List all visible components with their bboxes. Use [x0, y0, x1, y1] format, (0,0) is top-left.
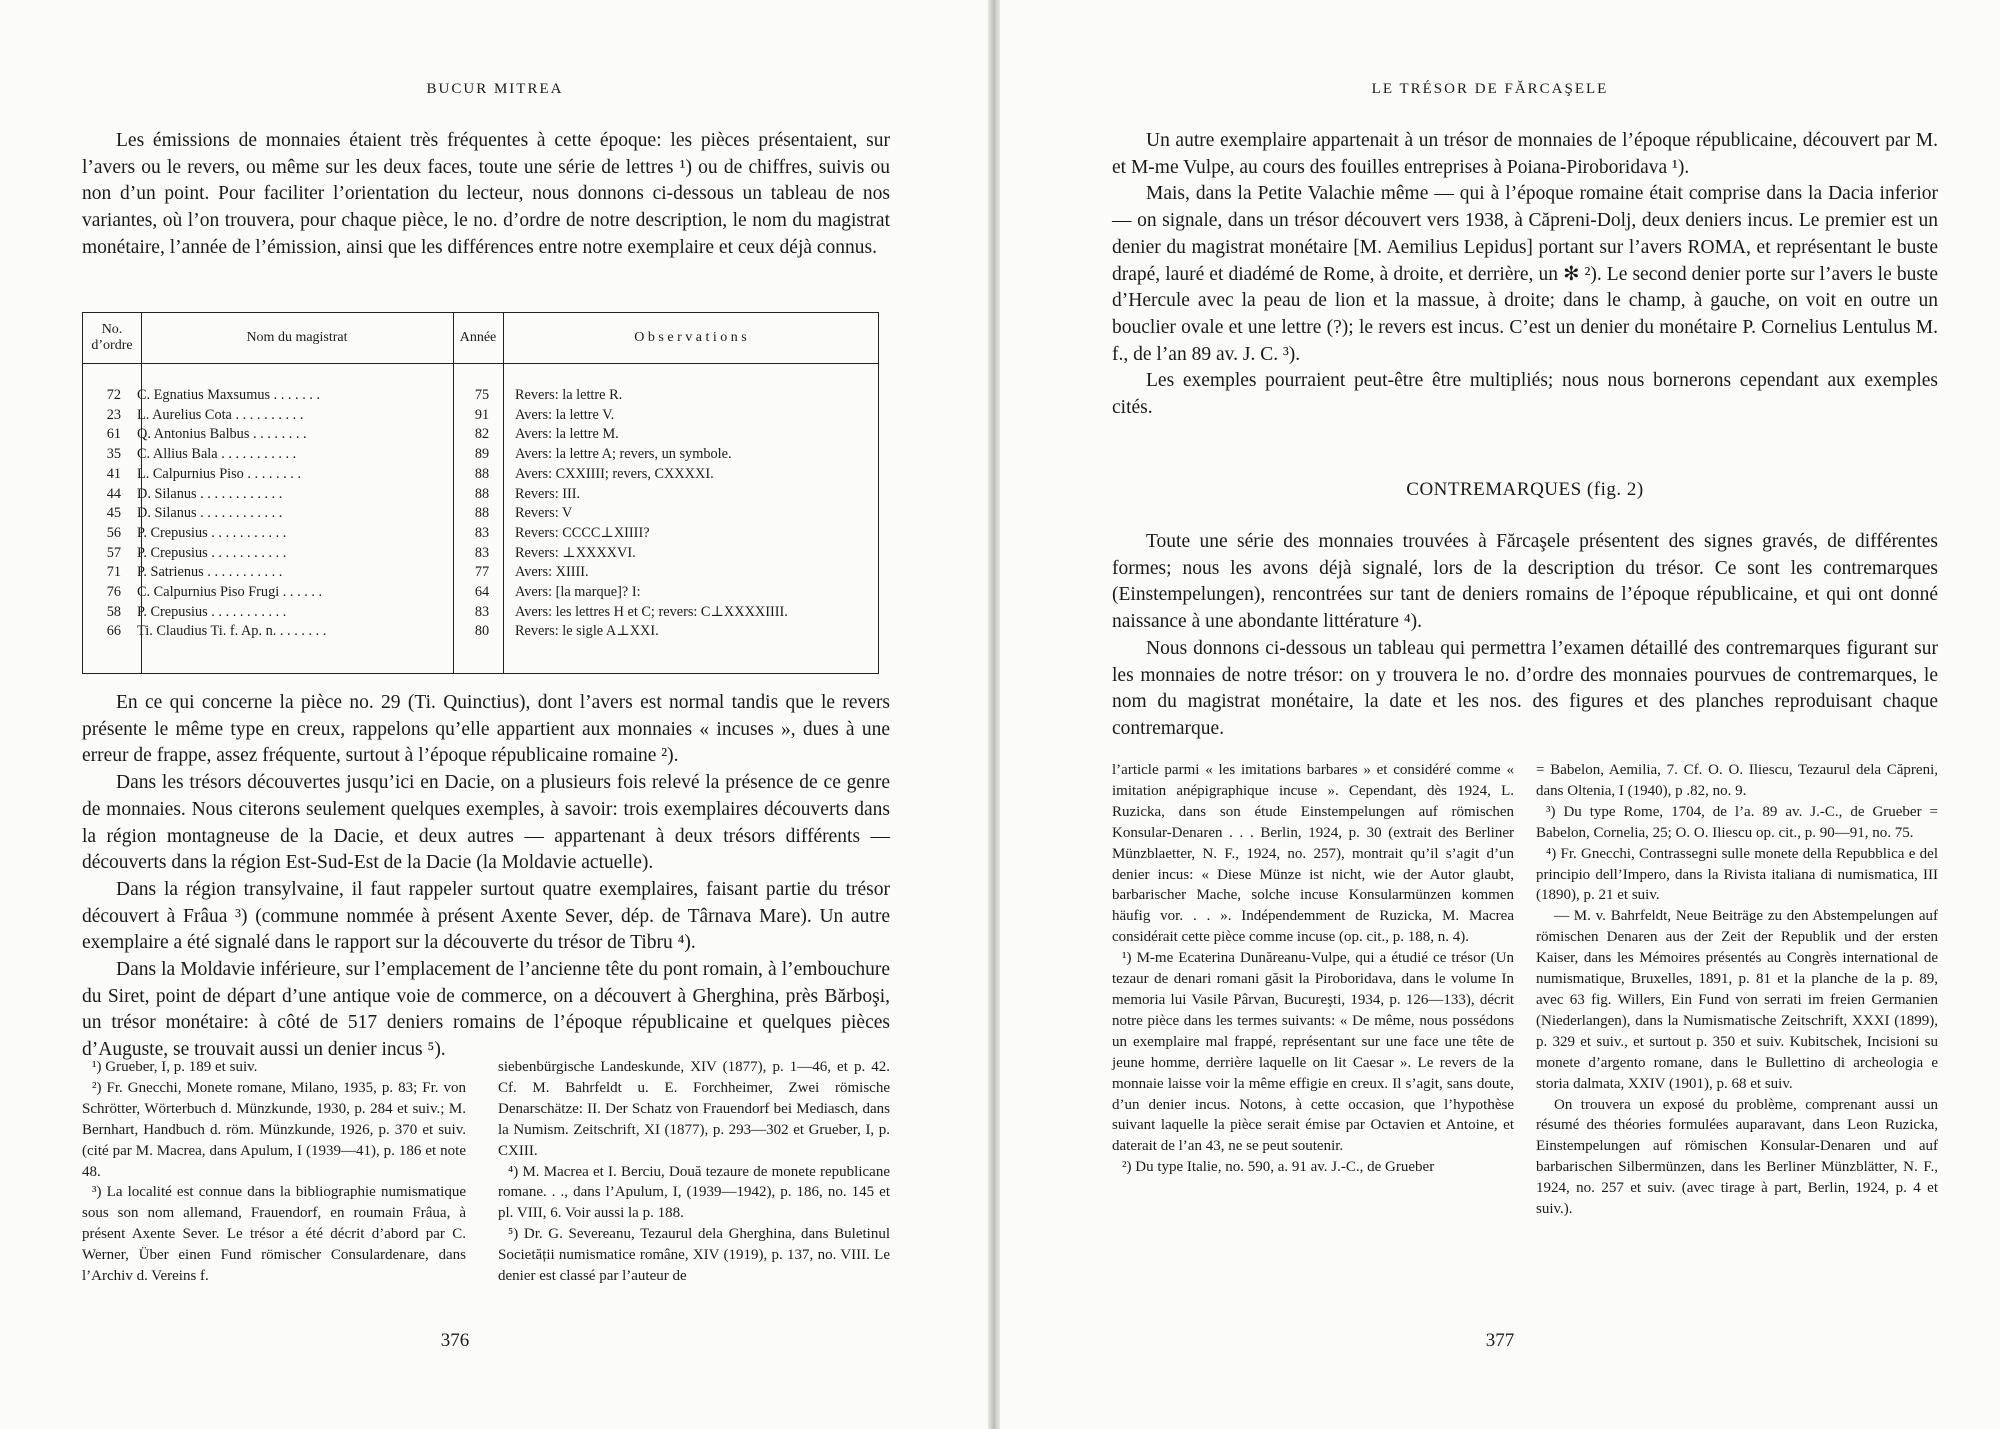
cell-observation: Revers: ⊥XXXXVI.: [515, 544, 636, 561]
footnotes-column: [498, 1057, 890, 1287]
page-number: 376: [440, 1330, 470, 1351]
cell-no: 61: [106, 426, 121, 443]
cell-observation: Revers: CCCC⊥XIIII?: [515, 524, 650, 541]
cell-no: 41: [106, 465, 121, 482]
cell-nom: P. Crepusius . . . . . . . . . . .: [137, 603, 287, 620]
footnote: — M. v. Bahrfeldt, Neue Beiträge zu den Abstempelungen auf römischen Denaren aus der Zeit der Republik und der ersten Kaiser, dans les Mémoires présentés au Congrès international de numismatique, Bruxelles, 1891, p. 81 et la planche de la p. 89, avec 63 fig. Willers, Ein Fund von serrati im freien Germanien (Niederlangen), dans la Numismatische Zeitschrift, XXXI (1899), p. 329 et suiv., et surtout p. 350 et suiv. Kubitschek, Incisioni su monete d’argento romane, dans le Bullettino di archeologia e storia dalmata, XXIV (1901), p. 68 et suiv.: [1536, 908, 1938, 1092]
cell-nom: Ti. Claudius Ti. f. Ap. n. . . . . . . .: [137, 623, 327, 640]
cell-nom: C. Allius Bala . . . . . . . . . . .: [137, 446, 297, 463]
table-row: [83, 544, 878, 564]
cell-nom: L. Aurelius Cota . . . . . . . . . .: [137, 406, 304, 423]
page-number: 377: [1485, 1330, 1515, 1351]
cell-no: 71: [106, 564, 121, 581]
cell-observation: Avers: CXXIIII; revers, CXXXXI.: [515, 465, 714, 482]
header-observations: O b s e r v a t i o n s: [634, 330, 747, 345]
cell-no: 66: [106, 623, 121, 640]
cell-no: 35: [106, 446, 121, 463]
cell-annee: 91: [474, 406, 490, 423]
table-body: [83, 386, 878, 673]
left-page: [0, 0, 990, 1429]
cell-annee: 83: [474, 544, 490, 561]
footnote: ²) Du type Italie, no. 590, a. 91 av. J.-C., de Grueber: [1122, 1159, 1435, 1176]
cell-no: 56: [106, 524, 121, 541]
paragraph: Nous donnons ci-dessous un tableau qui permettra l’examen détaillé des contremarques figurant sur les monnaies de notre trésor: on y trouvera le no. d’ordre des monnaies pourvues de contremarques, le nom du magistrat monétaire, la date et les nos. des figures et des planches reproduisant chaque contremarque.: [1112, 637, 1938, 739]
cell-nom: D. Silanus . . . . . . . . . . . .: [137, 505, 283, 522]
cell-annee: 88: [474, 485, 490, 502]
cell-annee: 89: [474, 446, 490, 463]
paragraph: Les exemples pourraient peut-être être multipliés; nous nous bornerons cependant aux exemples cités.: [1112, 370, 1938, 419]
table-row: [83, 583, 878, 603]
footnote: l’article parmi « les imitations barbares » et considéré comme « imitation anépigraphique incuse ». Cependant, dès 1924, L. Ruzicka, dans son étude Einstempelungen auf römischen Konsular-Denaren . . . Berlin, 1924, p. 30 (extrait des Berliner Münzblaetter, N. F., 1924, no. 257), montrait qu’il s’agit d’un denier incus: « Diese Münze ist nicht, wie der Autor glaubt, barbarischer Mache, solche incuse Konsularmünzen kommen häufig vor. . . ». Indépendemment de Ruzicka, M. Macrea considérait cette pièce comme incuse (op. cit., p. 188, n. 4).: [1112, 762, 1514, 946]
cell-annee: 64: [474, 584, 490, 600]
section-heading: CONTREMARQUES (fig. 2): [1406, 479, 1644, 500]
footnote: ³) La localité est connue dans la bibliographie numismatique sous son nom allemand, Frauendorf, en roumain Frâua, à présent Axente Sever. Le trésor a été décrit d’abord par C. Werner, Über einen Fund römischer Consulardenare, dans l’Archiv d. Vereins f.: [82, 1184, 466, 1285]
paragraph: Dans la région transylvaine, il faut rappeler surtout quatre exemplaires, faisant partie du trésor découvert à Frâua ³) (commune nommée à présent Axente Sever, dép. de Târnava Mare). Un autre exemplaire a été signalé dans le rapport sur la découverte du trésor de Tibru ⁴).: [82, 878, 890, 954]
cell-annee: 82: [474, 426, 490, 443]
table-row: [83, 603, 878, 623]
header-no: No. d’ordre: [91, 322, 133, 353]
paragraph: Toute une série des monnaies trouvées à Fărcaşele présentent des signes gravés, de différentes formes; nous les avons déjà signalé, lors de la description du trésor. Ce sont les contremarques (Einstempelungen), rencontrées sur tant de deniers romains de l’époque républicaine, et qui ont donné naissance à une abondante littérature ⁴).: [1112, 531, 1938, 633]
cell-nom: L. Calpurnius Piso . . . . . . . .: [137, 465, 302, 482]
running-header: LE TRÉSOR DE FĂRCAŞELE: [1371, 81, 1609, 97]
paragraph: Les émissions de monnaies étaient très fréquentes à cette époque: les pièces présentaient, sur l’avers ou le revers, ou même sur les deux faces, toute une série de lettres ¹) ou de chiffres, suivis ou non d’un point. Pour faciliter l’orientation du lecteur, nous donnons ci-dessous un tableau de nos variantes, où l’on trouvera, pour chaque pièce, le no. d’ordre de notre description, le nom du magistrat monétaire, l’année de l’émission, ainsi que les différences entre notre exemplaire et ceux déjà connus.: [82, 130, 890, 258]
paragraph: Dans la Moldavie inférieure, sur l’emplacement de l’ancienne tête du pont romain, à l’embouchure du Siret, point de départ d’une antique voie de commerce, on a découvert à Gherghina, près Bărboşi, un trésor monétaire: à côté de 517 deniers romains de l’époque républicaine et quelques pièces d’Auguste, se trouvait aussi un denier incus ⁵).: [82, 959, 890, 1061]
table-row: [83, 563, 878, 583]
footnote: ²) Fr. Gnecchi, Monete romane, Milano, 1935, p. 83; Fr. von Schrötter, Wörterbuch d. Münzkunde, 1930, p. 284 et suiv.; M. Bernhart, Handbuch d. röm. Münzkunde, 1926, p. 370 et suiv. (cité par M. Macrea, dans Apulum, I (1939—41), p. 186 et note 48.: [82, 1079, 466, 1180]
body-text: [1112, 128, 1938, 422]
cell-nom: D. Silanus . . . . . . . . . . . .: [137, 485, 283, 502]
header-annee: Année: [459, 330, 497, 345]
footnote: ⁴) M. Macrea et I. Berciu, Două tezaure de monete republicane romane. . ., dans l’Apulum, I, (1939—1942), p. 186, no. 145 et pl. VIII, 6. Voir aussi la p. 188.: [498, 1163, 890, 1222]
intro-paragraph: [82, 128, 890, 262]
table-row: [83, 465, 878, 485]
cell-nom: P. Crepusius . . . . . . . . . . .: [137, 544, 287, 561]
table-row: [83, 445, 878, 465]
cell-observation: Avers: la lettre V.: [515, 406, 615, 423]
cell-nom: Q. Antonius Balbus . . . . . . . .: [137, 426, 307, 443]
footnote: ¹) Grueber, I, p. 189 et suiv.: [92, 1059, 258, 1075]
footnote: On trouvera un exposé du problème, comprenant aussi un résumé des théories formulées auparavant, dans Leon Ruzicka, Einstempelungen auf römischen Konsular-Denaren und auf barbarischen Silbermünzen, dans les Berliner Münzblätter, N. F., 1924, no. 257 et suiv. (avec tirage à part, Berlin, 1924, p. 4 et suiv.).: [1536, 1096, 1938, 1218]
cell-nom: C. Calpurnius Piso Frugi . . . . . .: [137, 584, 323, 600]
magistrates-table: [82, 312, 879, 674]
cell-annee: 88: [474, 465, 490, 482]
paragraph: Mais, dans la Petite Valachie même — qui à l’époque romaine était comprise dans la Dacia inferior — on signale, dans un trésor découvert vers 1938, à Căpreni-Dolj, deux deniers incus. Le premier est un denier du magistrat monétaire [M. Aemilius Lepidus] portant sur l’avers ROMA, et représentant le buste drapé, lauré et diadémé de Rome, à droite, et derrière, un ✻ ²). Le second denier porte sur l’avers le buste d’Hercule avec la peau de lion et la massue, à droite; dans le champ, à gauche, on voit en outre un bouclier ovale et une lettre (?); le revers est incus. C’est un denier du monétaire P. Cornelius Lentulus M. f., de l’an 89 av. J. C. ³).: [1112, 183, 1938, 365]
cell-no: 44: [106, 485, 121, 502]
cell-observation: Avers: les lettres H et C; revers: C⊥XXXXIIII.: [515, 603, 788, 620]
cell-annee: 75: [474, 387, 490, 403]
footnote: ⁵) Dr. G. Severeanu, Tezaurul dela Gherghina, dans Buletinul Societății numismatice române, XIV (1919), p. 137, no. VIII. Le denier est classé par l’auteur de: [498, 1226, 890, 1285]
table-row: [83, 425, 878, 445]
header-nom: Nom du magistrat: [246, 330, 348, 345]
cell-annee: 83: [474, 603, 490, 620]
cell-annee: 83: [474, 524, 490, 541]
body-text: [1112, 529, 1938, 743]
cell-annee: 88: [474, 505, 490, 522]
footnote: ⁴) Fr. Gnecchi, Contrassegni sulle monete della Repubblica e del principio dell’Impero, dans la Rivista italiana di numismatica, III (1890), p. 21 et suiv.: [1536, 845, 1938, 904]
footnotes: [82, 1057, 890, 1287]
cell-observation: Revers: III.: [515, 485, 581, 502]
cell-observation: Avers: la lettre M.: [515, 426, 619, 443]
footnote: ¹) M-me Ecaterina Dunăreanu-Vulpe, qui a étudié ce trésor (Un tezaur de denari romani găsit la Piroboridava, dans le volume In memoria lui Vasile Pârvan, Bucureşti, 1934, p. 126—133), décrit notre pièce dans les termes suivants: « De même, nous possédons un exemplaire mal frappé, représentant sur une face une tête de jeune homme, derrière laquelle on lit Caesar ». Le revers de la monnaie laisse voir la même effigie en creux. Il s’agit, sans doute, d’un denier incus. Notons, à cette occasion, que l’hypothèse suivant laquelle la pièce serait émise par Octavien et Antoine, et daterait de l’an 43, ne se peut soutenir.: [1112, 950, 1514, 1155]
paragraph: Un autre exemplaire appartenait à un trésor de monnaies de l’époque républicaine, découvert par M. et M-me Vulpe, au cours des fouilles entreprises à Poiana-Piroboridava ¹).: [1112, 130, 1938, 178]
cell-nom: P. Crepusius . . . . . . . . . . .: [137, 524, 287, 541]
paragraph: En ce qui concerne la pièce no. 29 (Ti. Quinctius), dont l’avers est normal tandis que le revers présente le même type en creux, rappelons qu’elle appartient aux monnaies « incuses », dues à une erreur de frappe, assez fréquente, surtout à l’époque républicaine romaine ²).: [82, 692, 890, 767]
footnote: siebenbürgische Landeskunde, XIV (1877), p. 1—46, et p. 42. Cf. M. Bahrfeldt u. E. Forchheimer, Zwei römische Denarschätze: II. Der Schatz von Frauendorf bei Mediasch, dans la Numism. Zeitschrift, XI (1877), p. 293—302 et Grueber, I, p. CXIII.: [498, 1059, 890, 1159]
cell-observation: Avers: la lettre A; revers, un symbole.: [515, 446, 732, 463]
cell-observation: Avers: XIIII.: [515, 564, 589, 581]
cell-observation: Revers: la lettre R.: [515, 387, 623, 403]
running-header: BUCUR MITREA: [426, 81, 564, 97]
table-row: [83, 485, 878, 505]
cell-nom: C. Egnatius Maxsumus . . . . . . .: [137, 387, 321, 403]
table-row: [83, 504, 878, 524]
right-page: [1000, 0, 2000, 1429]
footnote: = Babelon, Aemilia, 7. Cf. O. O. Iliescu, Tezaurul dela Căpreni, dans Oltenia, I (1940), p .82, no. 9.: [1536, 762, 1938, 799]
cell-no: 45: [106, 505, 121, 522]
paragraph: Dans les trésors découvertes jusqu’ici en Dacie, on a plusieurs fois relevé la présence de ce genre de monnaies. Nous citerons seulement quelques exemples, à savoir: trois exemplaires découverts dans la région montagneuse de la Dacie, et deux autres — appartenant à deux trésors différents — découverts dans la région Est-Sud-Est de la Dacie (la Moldavie actuelle).: [82, 772, 890, 874]
table-row: [83, 386, 878, 406]
cell-observation: Revers: V: [515, 505, 573, 522]
cell-observation: Revers: le sigle A⊥XXI.: [515, 623, 659, 640]
footnote: ³) Du type Rome, 1704, de l’a. 89 av. J.-C., de Grueber = Babelon, Cornelia, 25; O. O. Iliescu op. cit., p. 90—91, no. 75.: [1536, 803, 1938, 841]
cell-no: 72: [106, 387, 121, 403]
table-row: [83, 622, 878, 642]
cell-annee: 80: [474, 623, 490, 640]
cell-annee: 77: [474, 564, 490, 581]
table-header: [83, 313, 878, 364]
cell-no: 58: [106, 603, 121, 620]
table-row: [83, 524, 878, 544]
table-row: [83, 406, 878, 426]
footnotes-column: [1112, 760, 1514, 1220]
cell-no: 76: [106, 584, 121, 600]
cell-nom: P. Satrienus . . . . . . . . . . .: [137, 564, 283, 581]
footnotes-column: [1536, 760, 1938, 1220]
body-text: [82, 690, 890, 1064]
cell-no: 57: [106, 544, 121, 561]
footnotes: [1112, 760, 1938, 1220]
cell-no: 23: [106, 406, 121, 423]
footnotes-column: [82, 1057, 466, 1287]
cell-observation: Avers: [la marque]? I:: [515, 584, 641, 600]
